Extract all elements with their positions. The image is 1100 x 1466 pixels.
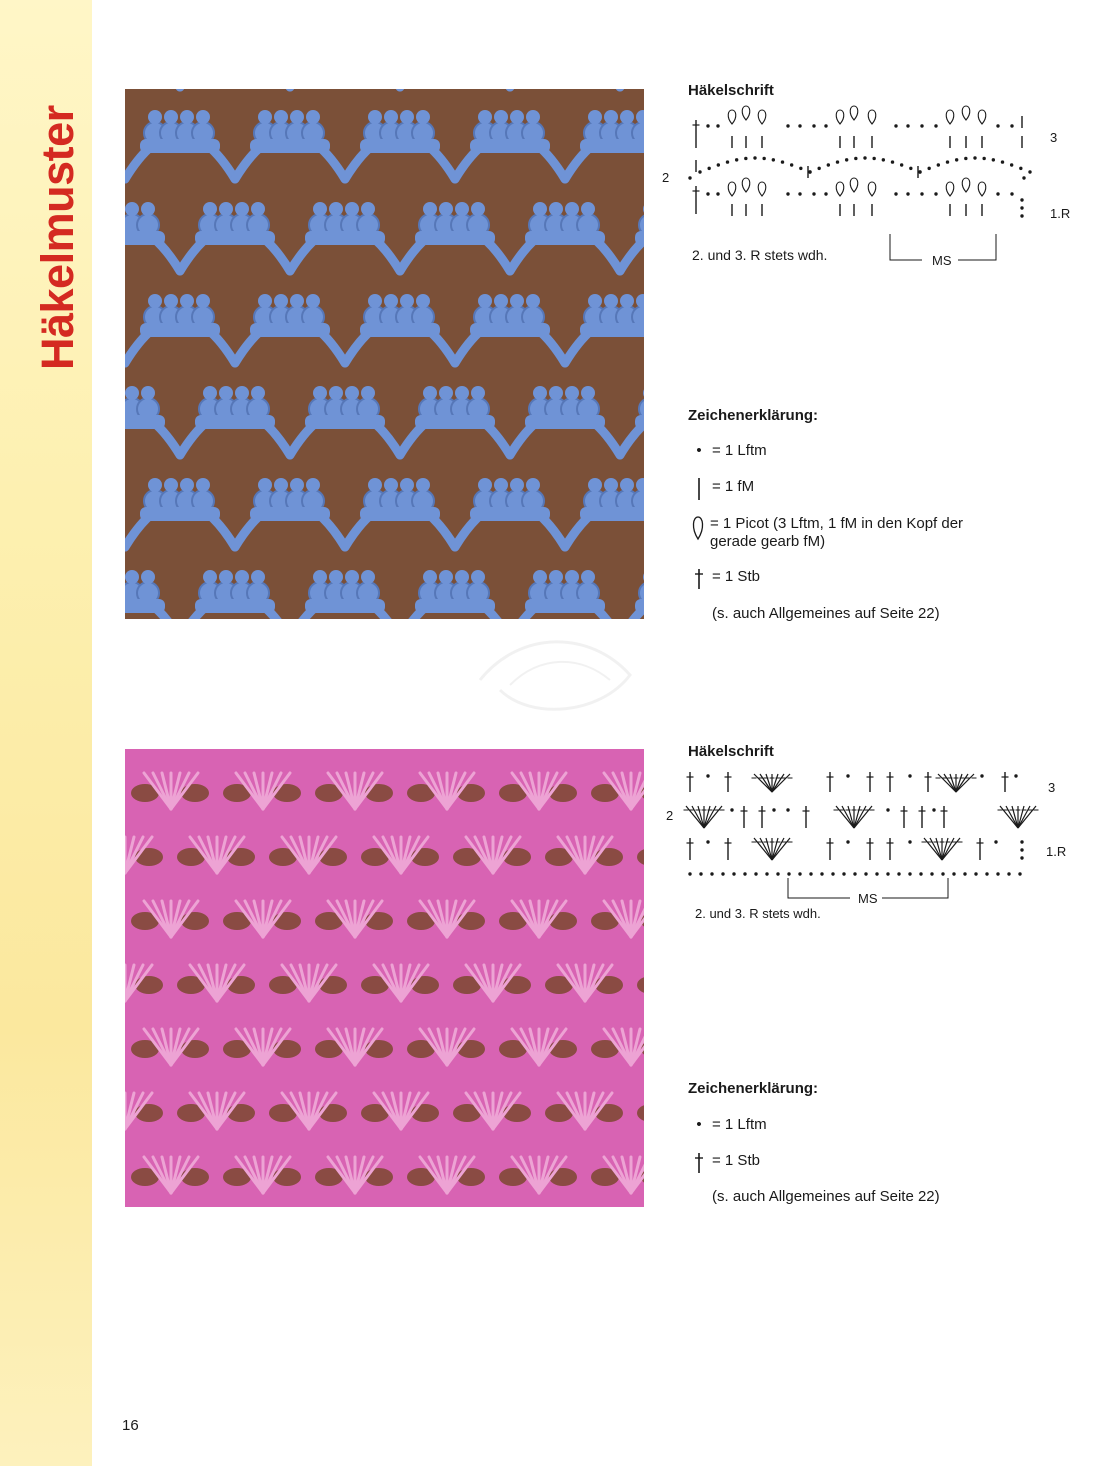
page-number: 16 (122, 1417, 139, 1434)
repeat-note: 2. und 3. R stets wdh. (695, 906, 821, 921)
dagger-icon (692, 1152, 706, 1174)
repeat-label: MS (932, 253, 952, 268)
repeat-label: MS (858, 891, 878, 906)
row-label-2: 2 (662, 170, 670, 185)
legend-heading: Zeichenerklärung: (688, 407, 819, 424)
legend-heading: Zeichenerklärung: (688, 1080, 819, 1097)
vertical-bar-icon (692, 478, 706, 500)
dagger-icon (692, 568, 706, 590)
row-label-3: 3 (1048, 780, 1056, 795)
legend-item-single-crochet: = 1 fM (692, 478, 754, 500)
legend-item-chain: • = 1 Lftm (692, 442, 767, 460)
sidebar (0, 0, 92, 1466)
reference-note: (s. auch Allgemeines auf Seite 22) (712, 605, 940, 622)
repeat-note: 2. und 3. R stets wdh. (692, 247, 828, 263)
legend-item-picot: = 1 Picot (3 Lftm, 1 fM in den Kopf der gerade gearb fM) (692, 515, 992, 551)
blue-crochet-photo (125, 89, 644, 619)
row-label-1: 1.R (1050, 206, 1071, 221)
watermark-swirl (470, 620, 640, 730)
sidebar-title: Häkelmuster (32, 105, 83, 370)
row-label-3: 3 (1050, 130, 1058, 145)
reference-note: (s. auch Allgemeines auf Seite 22) (712, 1188, 940, 1205)
chart-heading: Häkelschrift (688, 82, 774, 99)
crochet-chart-1 (660, 100, 1090, 270)
pink-crochet-photo (125, 749, 644, 1207)
picot-icon (692, 515, 704, 541)
legend-item-double-crochet: = 1 Stb (692, 1152, 760, 1174)
dot-icon: • (696, 1116, 702, 1133)
row-label-1: 1.R (1046, 844, 1067, 859)
row-label-2: 2 (666, 808, 674, 823)
chart-heading: Häkelschrift (688, 743, 774, 760)
legend-item-double-crochet: = 1 Stb (692, 568, 760, 590)
legend-item-chain: • = 1 Lftm (692, 1116, 767, 1134)
dot-icon: • (696, 442, 702, 459)
